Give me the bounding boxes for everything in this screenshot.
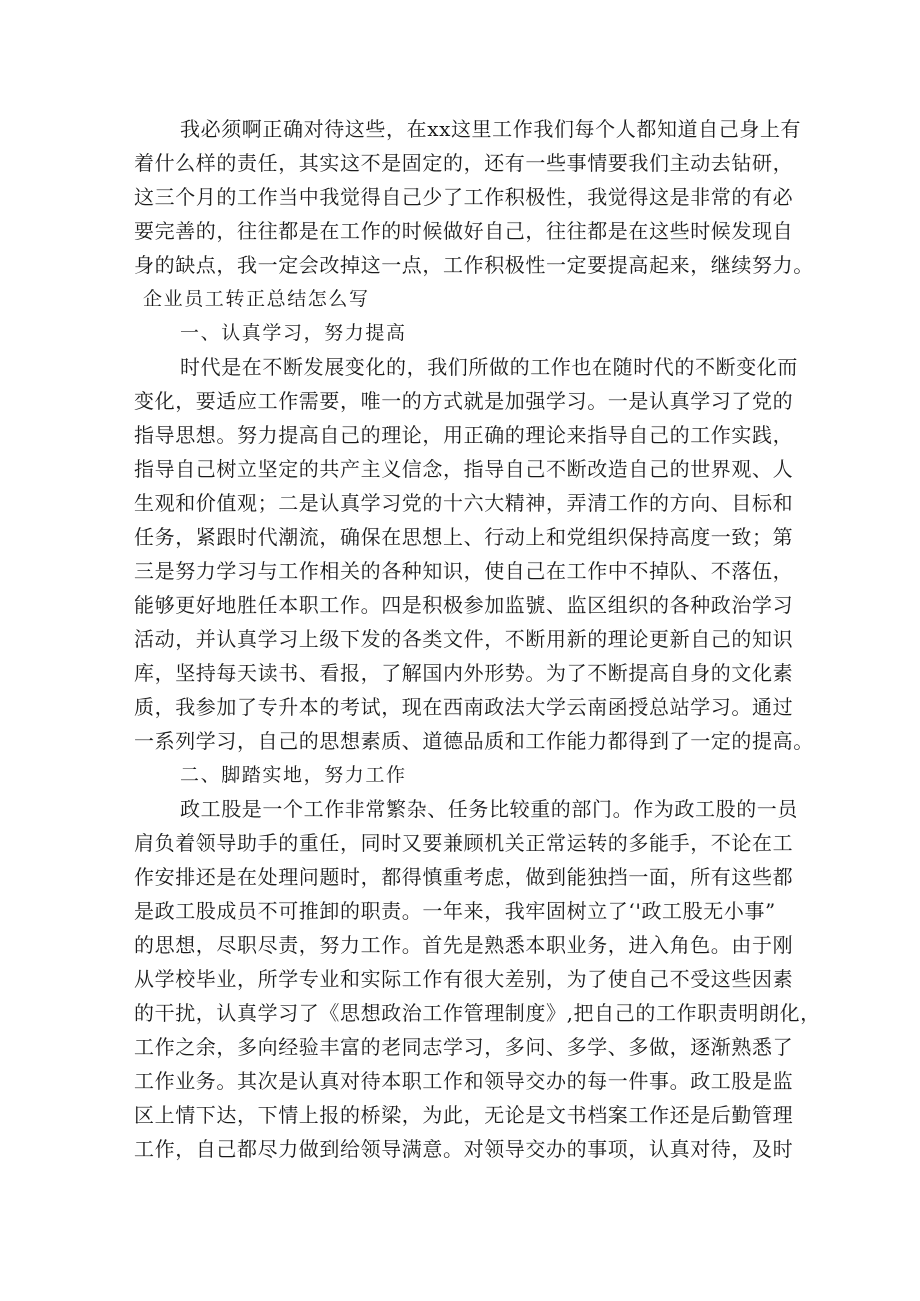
section-heading-1: 一、认真学习，努力提高 <box>180 322 407 344</box>
paragraph-line: 任务，紧跟时代潮流，确保在思想上、行动上和党组织保持高度一致；第 <box>134 525 794 549</box>
paragraph-line: 指导思想。努力提高自己的理论，用正确的理论来指导自己的工作实践， <box>134 423 794 447</box>
paragraph-line: 工作业务。其次是认真对待本职工作和领导交办的每一件事。政工股是监 <box>134 1069 794 1093</box>
paragraph-line: 的思想，尽职尽责，努力工作。首先是熟悉本职业务，进入角色。由于刚 <box>134 933 794 957</box>
paragraph-line: 变化，要适应工作需要，唯一的方式就是加强学习。一是认真学习了党的 <box>134 389 794 413</box>
paragraph-line: 的干扰，认真学习了《思想政治工作管理制度》,把自己的工作职责明朗化， <box>134 1001 821 1025</box>
paragraph-line: 是政工股成员不可推卸的职责。一年来，我牢固树立了‘'政工股无小事” <box>134 899 776 923</box>
paragraph-line: 着什么样的责任，其实这不是固定的，还有一些事情要我们主动去钻研， <box>134 151 794 175</box>
paragraph-line: 库，坚持每天读书、看报，了解国内外形势。为了不断提高自身的文化素 <box>134 661 794 685</box>
paragraph-line: 工作之余，多向经验丰富的老同志学习，多问、多学、多做，逐渐熟悉了 <box>134 1035 794 1059</box>
paragraph-line: 时代是在不断发展变化的，我们所做的工作也在随时代的不断变化而 <box>180 355 798 379</box>
paragraph-line: 我必须啊正确对待这些，在xx这里工作我们每个人都知道自己身上有 <box>180 117 802 141</box>
paragraph-line: 指导自己树立坚定的共产主义信念，指导自己不断改造自己的世界观、人 <box>134 457 794 481</box>
paragraph-line: 一系列学习，自己的思想素质、道德品质和工作能力都得到了一定的提高。 <box>134 729 814 753</box>
paragraph-line: 要完善的，往往都是在工作的时候做好自己，往往都是在这些时候发现自 <box>134 219 794 243</box>
paragraph-line: 生观和价值观；二是认真学习党的十六大精神，弄清工作的方向、目标和 <box>134 491 794 515</box>
paragraph-line: 这三个月的工作当中我觉得自己少了工作积极性，我觉得这是非常的有必 <box>134 185 794 209</box>
paragraph-line: 区上情下达，下情上报的桥梁，为此，无论是文书档案工作还是后勤管理 <box>134 1103 794 1127</box>
section-title: 企业员工转正总结怎么写 <box>143 288 370 310</box>
paragraph-line: 工作，自己都尽力做到给领导满意。对领导交办的事项，认真对待，及时 <box>134 1137 794 1161</box>
paragraph-line: 从学校毕业，所学专业和实际工作有很大差别，为了使自己不受这些因素 <box>134 967 794 991</box>
paragraph-line: 身的缺点，我一定会改掉这一点，工作积极性一定要提高起来，继续努力。 <box>134 253 814 277</box>
paragraph-line: 三是努力学习与工作相关的各种知识，使自己在工作中不掉队、不落伍， <box>134 559 794 583</box>
section-heading-2: 二、脚踏实地，努力工作 <box>180 764 407 786</box>
paragraph-line: 政工股是一个工作非常繁杂、任务比较重的部门。作为政工股的一员 <box>180 797 798 821</box>
paragraph-line: 活动，并认真学习上级下发的各类文件，不断用新的理论更新自己的知识 <box>134 627 794 651</box>
paragraph-line: 肩负着领导助手的重任，同时又要兼顾机关正常运转的多能手，不论在工 <box>134 831 794 855</box>
paragraph-line: 能够更好地胜任本职工作。四是积极参加监號、监区组织的各种政治学习 <box>134 593 794 617</box>
paragraph-line: 作安排还是在处理问题时，都得慎重考虑，做到能独挡一面，所有这些都 <box>134 865 794 889</box>
paragraph-line: 质，我参加了专升本的考试，现在西南政法大学云南函授总站学习。通过 <box>134 695 794 719</box>
